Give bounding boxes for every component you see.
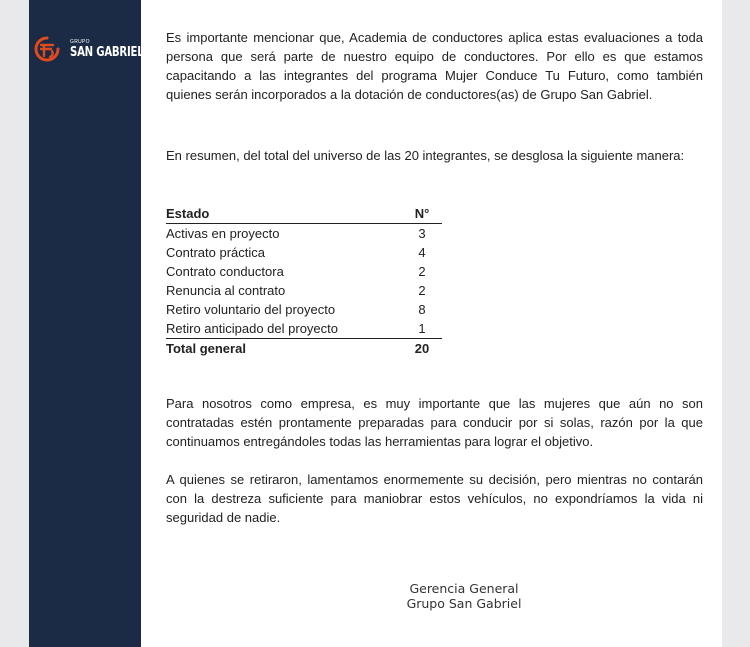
paragraph-intro: Es importante mencionar que, Academia de conductores aplica estas evaluaciones a toda persona que será parte de nuestro equipo de conductores. Por ello es que estamos capacitando a las integrantes del programa Mujer Conduce Tu Futuro, como también quienes serán incorporados a la dotación de conductores(as) de Grupo San Gabriel. [166, 30, 703, 102]
table-total-row [166, 339, 442, 359]
row-n: 1 [402, 319, 442, 339]
table-row [166, 224, 442, 244]
logo-mark-icon [32, 36, 62, 62]
row-n: 2 [418, 264, 426, 279]
table-row [166, 319, 442, 339]
row-estado: Activas en proyecto [166, 226, 280, 241]
row-estado: Contrato práctica [166, 245, 265, 260]
logo-name: SAN GABRIEL [70, 45, 144, 60]
signature-block [369, 581, 559, 611]
signature-line-1: Gerencia General [409, 581, 519, 596]
table-row [166, 262, 442, 281]
row-n: 8 [418, 302, 426, 317]
document-page [29, 0, 722, 647]
header-estado: Estado [166, 204, 402, 224]
row-estado: Renuncia al contrato [166, 283, 286, 298]
total-value: 20 [414, 341, 430, 356]
paragraph-summary: En resumen, del total del universo de las 20 integrantes, se desglosa la siguiente manera: [166, 148, 685, 163]
table-row [166, 243, 442, 262]
row-n: 4 [418, 245, 426, 260]
row-n: 3 [418, 226, 426, 241]
table-header-row [166, 204, 442, 224]
row-estado: Retiro voluntario del proyecto [166, 302, 336, 317]
signature-line-2: Grupo San Gabriel [406, 596, 522, 611]
company-logo [32, 34, 144, 66]
paragraph-retirements: A quienes se retiraron, lamentamos enormemente su decisión, pero mientras no contarán con la destreza suficiente para maniobrar estos vehículos, no expondríamos la vida ni seguridad de nadie. [166, 472, 703, 525]
logo-small-label: GRUPO [70, 39, 90, 45]
brand-sidebar [29, 0, 144, 647]
table-row [166, 300, 442, 319]
table-row [166, 281, 442, 300]
row-n: 2 [418, 283, 426, 298]
total-label: Total general [166, 341, 246, 356]
row-estado: Contrato conductora [166, 264, 284, 279]
header-n: N° [402, 204, 442, 224]
summary-table [166, 204, 442, 358]
paragraph-company: Para nosotros como empresa, es muy importante que las mujeres que aún no son contratadas estén prontamente preparadas para conducir por si solas, razón por la que continuamos entregándoles todas las herramientas para lograr el objetivo. [166, 396, 703, 449]
row-estado: Retiro anticipado del proyecto [166, 319, 402, 339]
